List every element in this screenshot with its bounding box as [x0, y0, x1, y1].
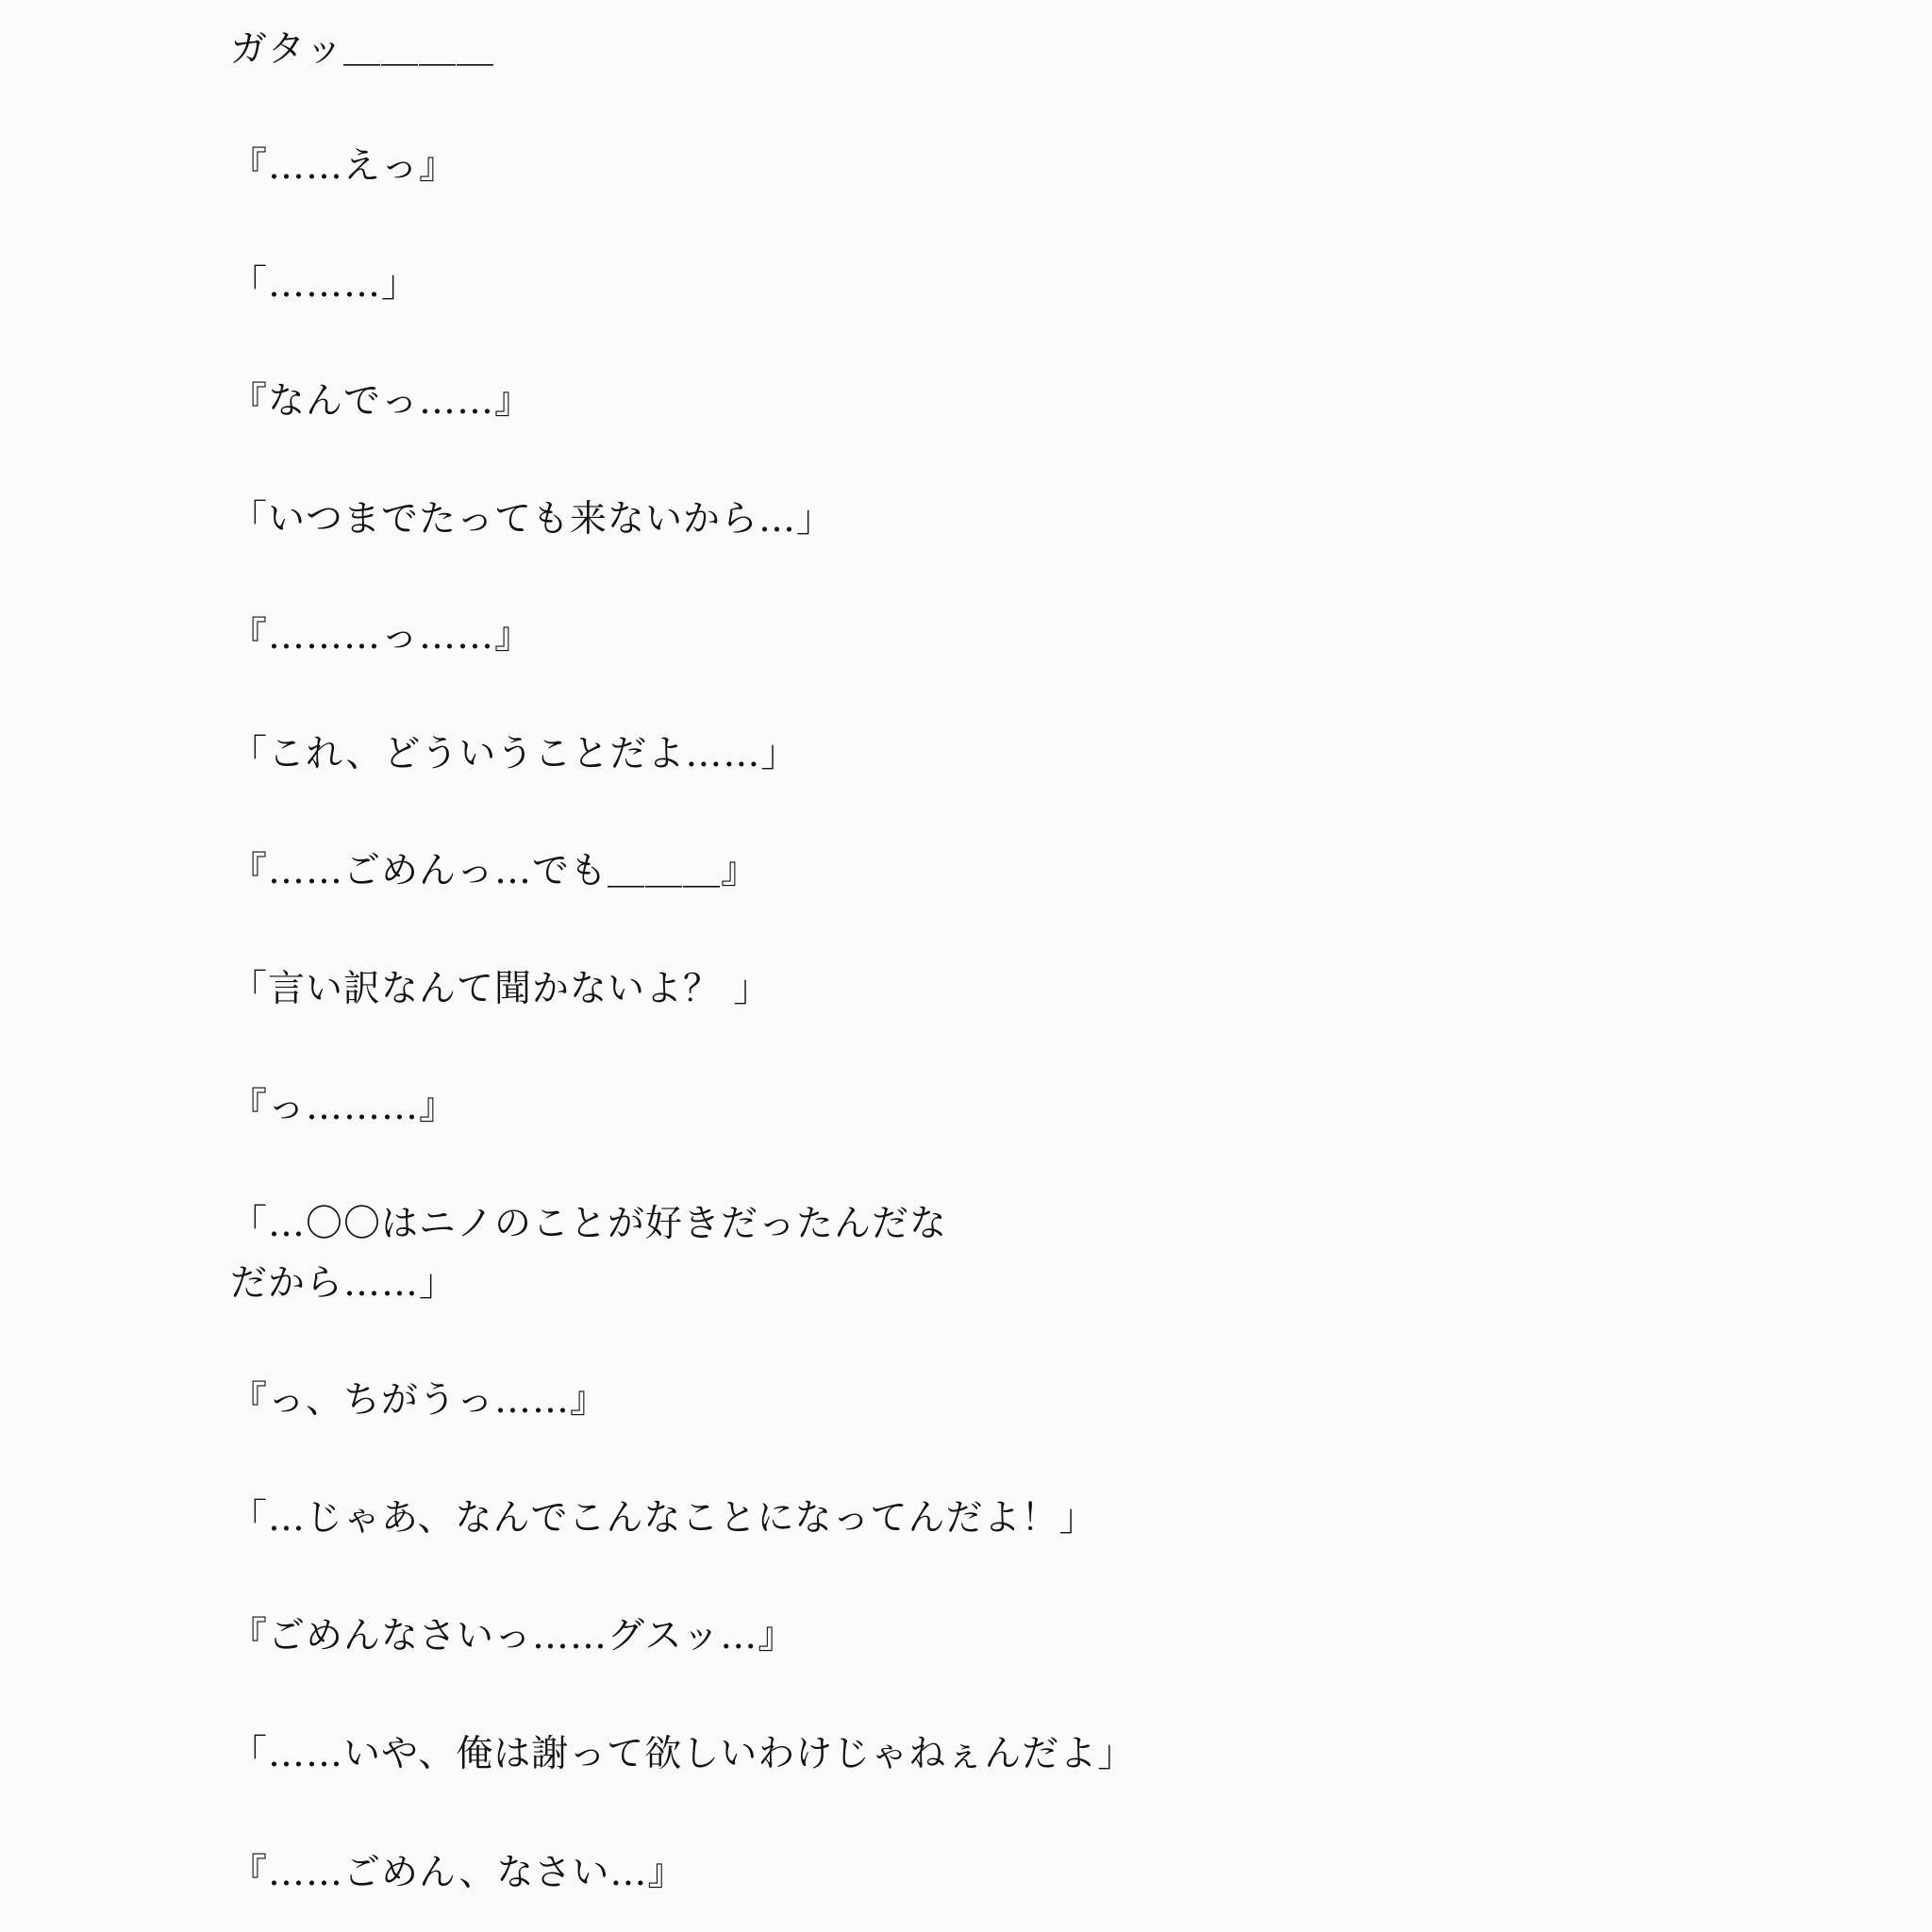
text-line: 『………っ……』 [230, 615, 533, 658]
text-line: 「…じゃあ、なんでこんなことになってんだよ！」 [230, 1497, 1097, 1540]
text-line: 「…〇〇はニノのことが好きだったんだな [230, 1203, 948, 1245]
text-line: 「いつまでたっても来ないから…」 [230, 498, 835, 541]
text-line: 『……ごめんっ…でも＿＿＿』 [230, 850, 759, 892]
text-line: 「これ、どういうことだよ……」 [230, 733, 799, 775]
text-line: 『なんでっ……』 [230, 380, 533, 423]
text-line: 『ごめんなさいっ……グスッ…』 [230, 1615, 796, 1657]
text-line: 「………」 [230, 263, 420, 306]
text-line: 『っ、ちがうっ……』 [230, 1379, 608, 1422]
text-line: 『……えっ』 [230, 145, 458, 188]
text-line: だから……」 [230, 1262, 458, 1305]
text-line: ガタッ＿＿＿＿ [230, 28, 495, 71]
text-line: 「言い訳なんて聞かないよ？ 」 [230, 968, 772, 1010]
text-line: 『……ごめん、なさい…』 [230, 1852, 686, 1894]
text-line: 「……いや、俺は謝って欲しいわけじゃねぇんだよ」 [230, 1733, 1136, 1775]
text-line: 『っ………』 [230, 1086, 458, 1128]
